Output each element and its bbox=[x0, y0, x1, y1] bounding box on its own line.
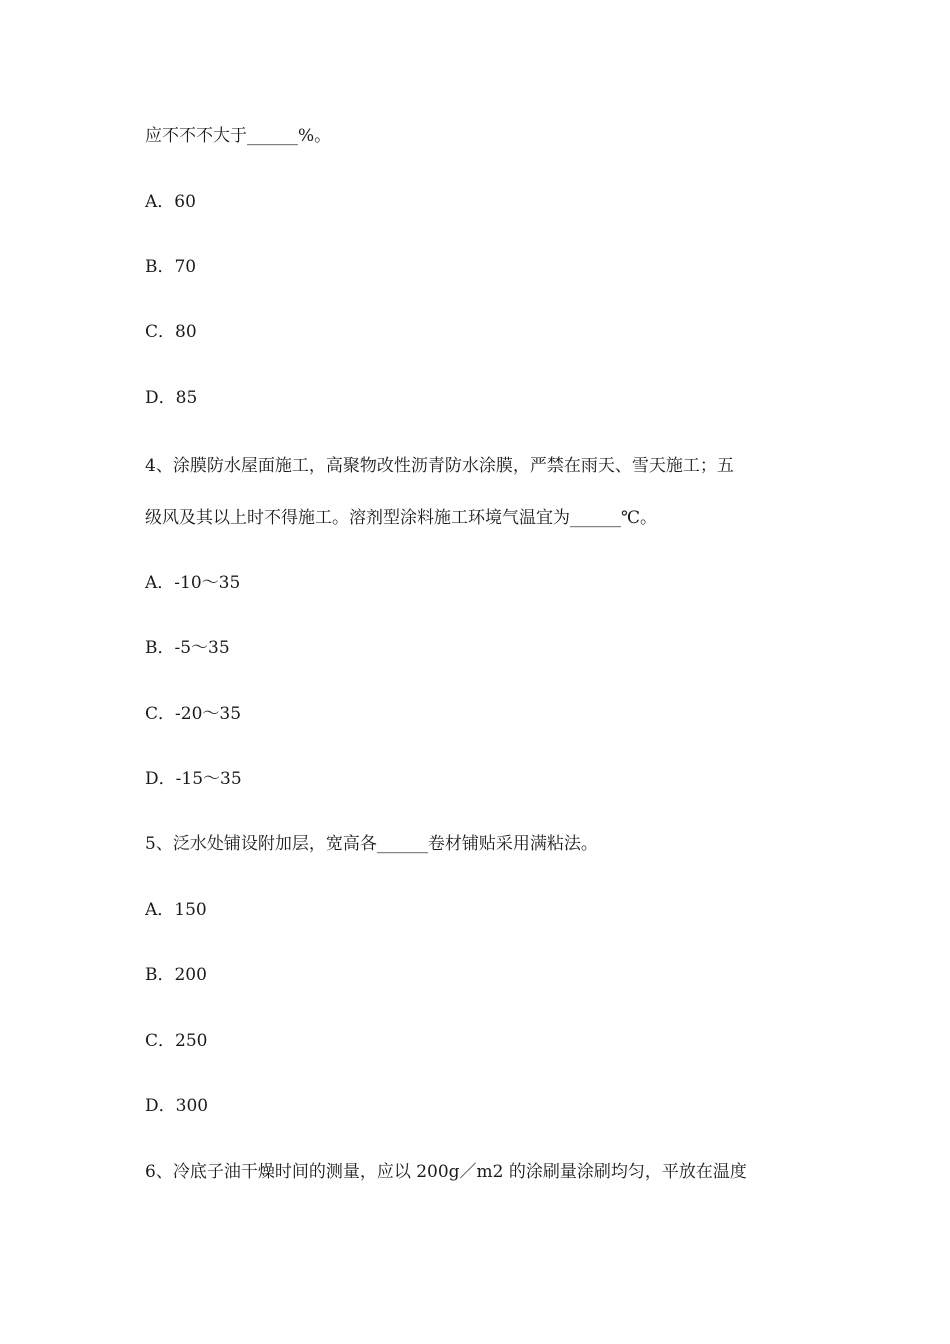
q5-option-d: D．300 bbox=[145, 1096, 209, 1116]
q5-option-b: B．200 bbox=[145, 965, 207, 985]
q4-option-d: D．-15～35 bbox=[145, 769, 242, 789]
q5-option-c: C．250 bbox=[145, 1031, 208, 1051]
q4-question-line2: 级风及其以上时不得施工。溶剂型涂料施工环境气温宜为______℃。 bbox=[145, 508, 658, 528]
q4-option-b: B．-5～35 bbox=[145, 638, 230, 658]
q3-option-a: A．60 bbox=[145, 192, 196, 212]
q3-option-d: D．85 bbox=[145, 388, 198, 408]
q4-option-a: A．-10～35 bbox=[145, 573, 241, 593]
q4-option-c: C．-20～35 bbox=[145, 704, 242, 724]
q5-question: 5、泛水处铺设附加层，宽高各______卷材铺贴采用满粘法。 bbox=[145, 834, 598, 854]
q3-option-b: B．70 bbox=[145, 257, 197, 277]
q4-question-line1: 4、涂膜防水屋面施工，高聚物改性沥青防水涂膜，严禁在雨天、雪天施工；五 bbox=[145, 456, 734, 476]
q6-question-line1: 6、冷底子油干燥时间的测量，应以 200g／m2 的涂刷量涂刷均匀，平放在温度 bbox=[145, 1162, 747, 1182]
q3-option-c: C．80 bbox=[145, 322, 197, 342]
q5-option-a: A．150 bbox=[145, 900, 207, 920]
q3-continuation-text: 应不不不大于______%。 bbox=[145, 126, 332, 146]
